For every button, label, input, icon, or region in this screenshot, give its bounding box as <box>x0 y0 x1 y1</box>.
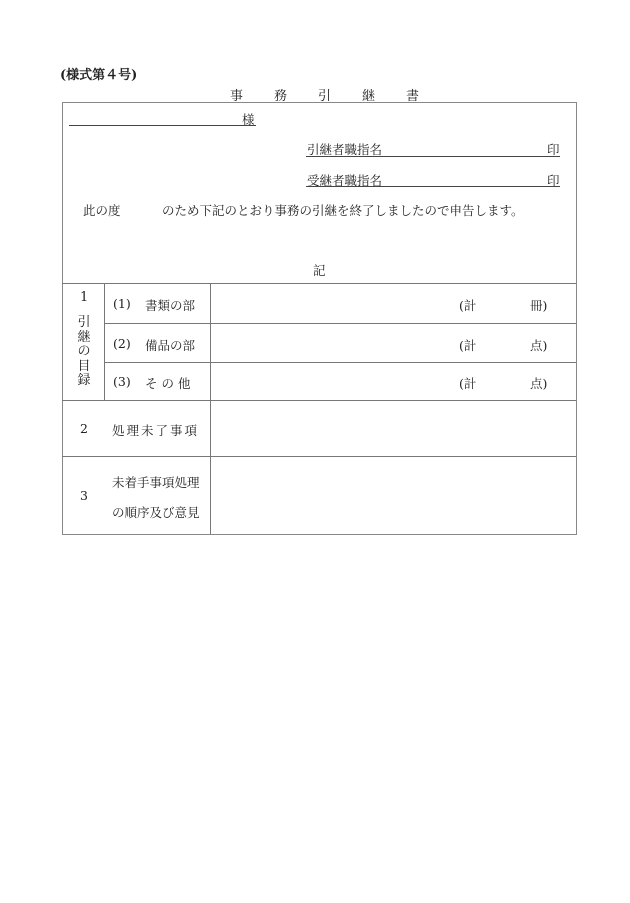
item-2-label: 備品の部 <box>145 338 196 353</box>
vertical-char: 目 <box>77 358 91 374</box>
receiver-person-label: 受継者職指名 <box>307 173 383 188</box>
handover-person-label: 引継者職指名 <box>307 142 383 157</box>
section-1-vertical-label <box>76 316 92 389</box>
receiver-seal: 印 <box>547 173 560 188</box>
divider <box>104 283 105 400</box>
form-frame <box>62 102 577 535</box>
title-char: 務 <box>274 89 288 104</box>
divider <box>104 323 576 324</box>
item-2-number: (2) <box>113 336 131 351</box>
item-1-label: 書類の部 <box>145 298 196 313</box>
vertical-char: の <box>77 344 91 359</box>
title-char: 継 <box>362 89 376 104</box>
divider <box>210 283 211 534</box>
vertical-char: 録 <box>77 373 91 388</box>
item-3-number: (3) <box>113 374 131 389</box>
divider <box>62 283 576 284</box>
section-2-number: 2 <box>80 421 88 436</box>
vertical-char: 引 <box>77 315 91 330</box>
section-3-label-line-2: の順序及び意見 <box>112 505 200 520</box>
receiver-signature-line <box>306 186 560 187</box>
title-char: 書 <box>406 89 420 104</box>
section-1-number: 1 <box>80 290 89 305</box>
item-2-unit: 点) <box>530 338 548 353</box>
section-3-label-line-1: 未着手事項処理 <box>112 475 200 490</box>
item-1-number: (1) <box>113 296 131 311</box>
item-2-total-open: (計 <box>459 338 477 353</box>
form-number: (様式第４号) <box>60 68 138 83</box>
section-2-label: 処理未了事項 <box>112 423 200 438</box>
addressee-line <box>69 125 256 126</box>
ki-heading: 記 <box>313 263 326 278</box>
title-char: 引 <box>318 89 332 104</box>
item-1-unit: 冊) <box>530 298 548 313</box>
statement-body: のため下記のとおり事務の引継を終了しましたので申告します。 <box>162 203 524 218</box>
item-3-unit: 点) <box>530 376 548 391</box>
handover-seal: 印 <box>547 142 560 157</box>
divider <box>62 456 576 457</box>
handover-signature-line <box>306 156 560 157</box>
section-3-number: 3 <box>80 488 88 503</box>
item-3-total-open: (計 <box>459 376 477 391</box>
divider <box>62 400 576 401</box>
vertical-char: 継 <box>77 329 91 345</box>
item-3-label: そ の 他 <box>145 376 191 391</box>
item-1-total-open: (計 <box>459 298 477 313</box>
title-char: 事 <box>230 89 244 104</box>
divider <box>104 362 576 363</box>
statement-prefix: 此の度 <box>83 203 121 218</box>
addressee-suffix: 様 <box>242 112 255 127</box>
